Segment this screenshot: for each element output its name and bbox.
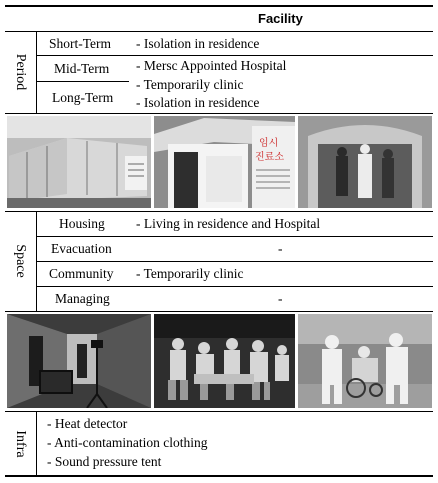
period-divider <box>36 31 37 113</box>
managing-value: - <box>278 291 283 306</box>
short-term-rule <box>37 55 433 56</box>
housing-rule <box>37 236 433 237</box>
header-rule <box>5 31 433 32</box>
managing-label: Managing <box>55 291 110 306</box>
evacuation-value: - <box>278 241 283 256</box>
evacuation-rule <box>37 261 433 262</box>
short-term-value: - Isolation in residence <box>136 36 260 51</box>
long-term-label: Long-Term <box>52 90 114 105</box>
svg-text:진료소: 진료소 <box>255 152 284 163</box>
mid-term-value: - Mersc Appointed Hospital <box>136 58 287 73</box>
community-label: Community <box>49 266 114 281</box>
space-photos-top-rule <box>5 311 433 312</box>
evacuation-label: Evacuation <box>51 241 112 256</box>
thermal-camera-corridor-photo <box>7 314 151 408</box>
housing-label: Housing <box>59 216 105 231</box>
space-top-rule <box>5 211 433 212</box>
svg-text:임시: 임시 <box>259 138 279 149</box>
mid-term-rule <box>37 81 129 82</box>
facility-header: Facility <box>258 11 303 26</box>
tent-photo <box>7 116 151 208</box>
short-term-label: Short-Term <box>49 36 112 51</box>
medical-staff-photo <box>154 314 295 408</box>
infra-item-1: - Heat detector <box>47 416 128 431</box>
infra-top-rule <box>5 411 433 412</box>
long-term-value-1: - Temporarily clinic <box>136 77 244 92</box>
infra-divider <box>36 411 37 475</box>
community-value: - Temporarily clinic <box>136 266 244 281</box>
long-term-value-2: - Isolation in residence <box>136 95 260 110</box>
space-label: Space <box>13 244 28 278</box>
infra-item-2: - Anti-contamination clothing <box>47 435 208 450</box>
infra-item-3: - Sound pressure tent <box>47 454 162 469</box>
screening-booth-photo <box>298 116 432 208</box>
infra-label: Infra <box>13 430 28 458</box>
table-top-rule <box>5 5 433 7</box>
period-label: Period <box>13 53 28 91</box>
housing-value: - Living in residence and Hospital <box>136 216 321 231</box>
table-bottom-rule <box>5 475 433 477</box>
community-rule <box>37 286 433 287</box>
patient-transport-photo <box>298 314 432 408</box>
mid-term-label: Mid-Term <box>54 61 110 76</box>
period-photos-top-rule <box>5 113 433 114</box>
clinic-tent-photo <box>154 116 295 208</box>
